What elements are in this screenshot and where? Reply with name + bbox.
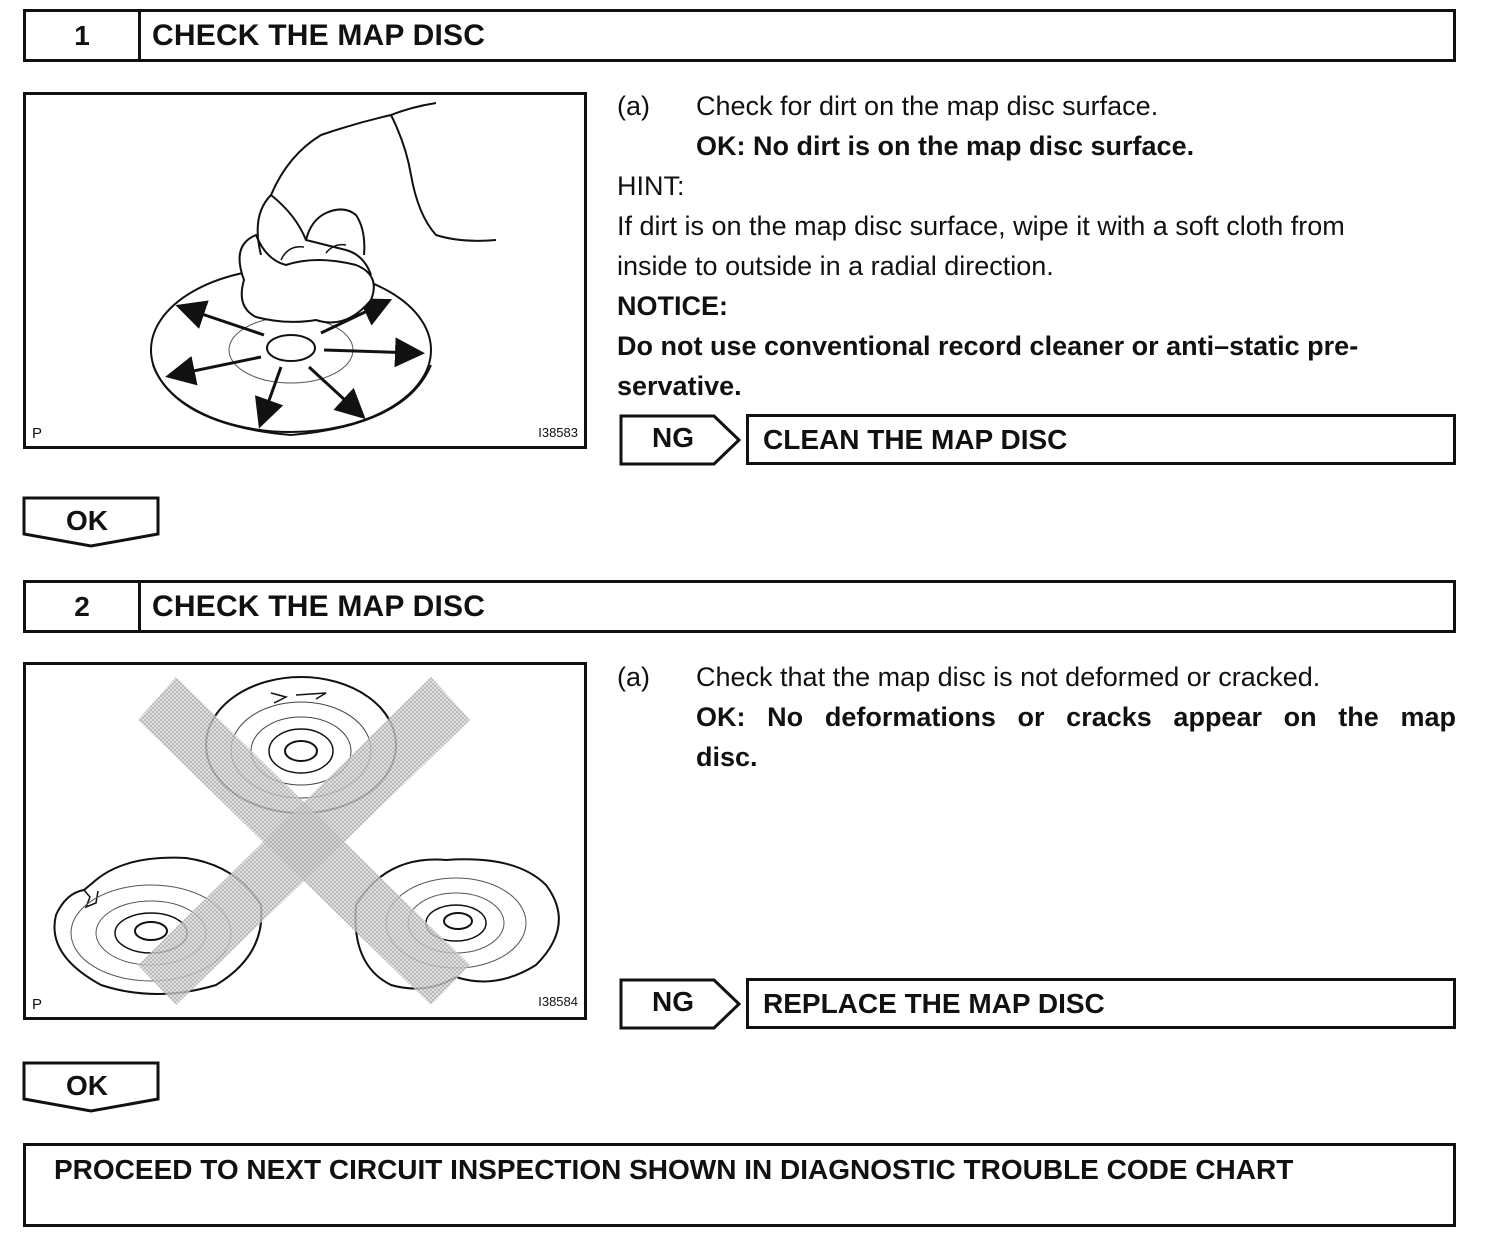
step-2-instruction: Check that the map disc is not deformed or cracked. (696, 662, 1321, 692)
step-1-ng-action-text: CLEAN THE MAP DISC (763, 423, 1068, 455)
disc-cleaning-illustration (26, 95, 587, 449)
figure-1-letter: P (32, 425, 43, 442)
step-2-ng-action-text: REPLACE THE MAP DISC (763, 987, 1105, 1019)
step-1-notice-line-1: Do not use conventional record cleaner or anti–static pre- (617, 331, 1359, 361)
step-1-notice-label: NOTICE: (617, 291, 728, 321)
step-2-title: CHECK THE MAP DISC (152, 589, 486, 623)
damaged-discs-illustration (26, 665, 587, 1020)
step-2-ng-label: NG (652, 986, 694, 1017)
step-2-illustration (23, 662, 587, 1020)
step-1-illustration (23, 92, 587, 449)
step-1-item-label: (a) (617, 91, 650, 121)
step-1-notice-line-2: servative. (617, 371, 742, 401)
step-2-number: 2 (26, 583, 141, 630)
step-2-ok-criteria-line-1: OK: No deformations or cracks appear on the map (696, 702, 1456, 732)
step-1-ng-label: NG (652, 422, 694, 453)
final-action-text: PROCEED TO NEXT CIRCUIT INSPECTION SHOWN IN DIAGNOSTIC TROUBLE CODE CHART (54, 1154, 1294, 1185)
step-2-item-label: (a) (617, 662, 650, 692)
step-1-ok-criteria: OK: No dirt is on the map disc surface. (696, 131, 1195, 161)
figure-1-code: I38583 (538, 425, 578, 440)
step-2-ok-label: OK (66, 1070, 108, 1101)
step-1-hint-line-2: inside to outside in a radial direction. (617, 251, 1054, 281)
final-action-box (23, 1143, 1456, 1227)
step-1-instruction: Check for dirt on the map disc surface. (696, 91, 1159, 121)
step-2-ng-action (746, 978, 1456, 1029)
step-1-ok-label: OK (66, 505, 108, 536)
step-1-number: 1 (26, 12, 141, 59)
figure-2-code: I38584 (538, 994, 578, 1009)
step-1-hint-label: HINT: (617, 171, 685, 201)
step-1-header (23, 9, 1456, 62)
step-2-ok-criteria-line-2: disc. (696, 742, 758, 772)
step-1-ng-action (746, 414, 1456, 465)
step-1-title: CHECK THE MAP DISC (152, 18, 486, 52)
step-2-header (23, 580, 1456, 633)
step-1-hint-line-1: If dirt is on the map disc surface, wipe it with a soft cloth from (617, 211, 1345, 241)
figure-2-letter: P (32, 996, 43, 1013)
